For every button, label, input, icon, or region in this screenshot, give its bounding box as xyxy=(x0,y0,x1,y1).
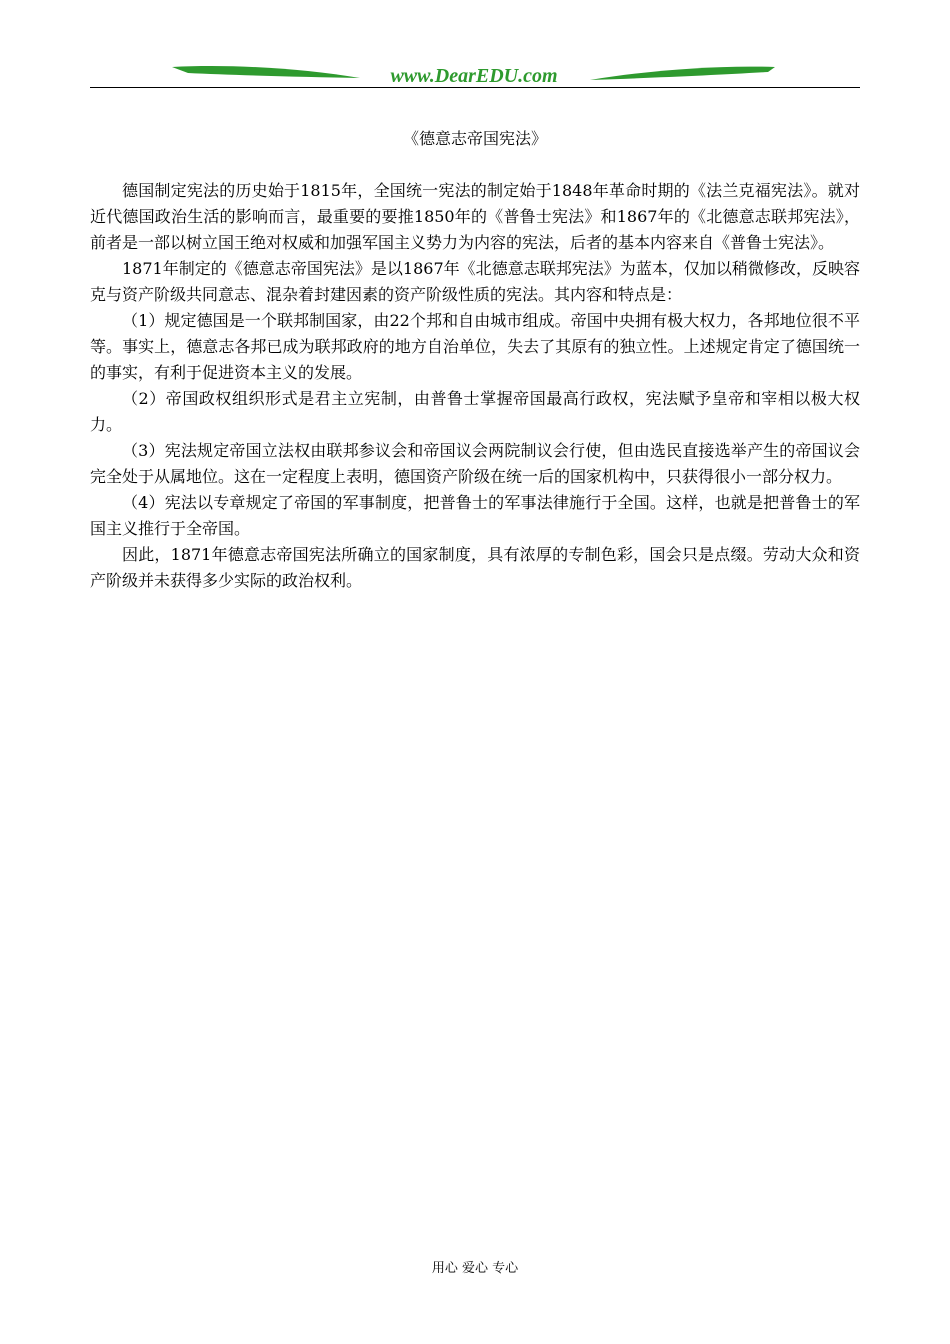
document-body xyxy=(90,178,860,594)
page-header xyxy=(90,58,860,90)
page-footer: 用心 爱心 专心 xyxy=(431,1261,519,1276)
paragraph-6: （4）宪法以专章规定了帝国的军事制度，把普鲁士的军事法律施行于全国。这样，也就是把普鲁士的军国主义推行于全帝国。 xyxy=(90,493,860,538)
left-swoosh xyxy=(172,66,360,78)
paragraph-5: （3）宪法规定帝国立法权由联邦参议会和帝国议会两院制议会行使，但由选民直接选举产生的帝国议会完全处于从属地位。这在一定程度上表明，德国资产阶级在统一后的国家机构中，只获得很小一部分权力。 xyxy=(90,441,860,486)
paragraph-4: （2）帝国政权组织形式是君主立宪制，由普鲁士掌握帝国最高行政权，宪法赋予皇帝和宰相以极大权力。 xyxy=(90,389,860,434)
header-rule xyxy=(90,87,860,88)
document-title: 《德意志帝国宪法》 xyxy=(402,129,547,148)
paragraph-1: 德国制定宪法的历史始于1815年，全国统一宪法的制定始于1848年革命时期的《法兰克福宪法》。就对近代德国政治生活的影响而言，最重要的要推1850年的《普鲁士宪法》和1867年的《北德意志联邦宪法》，前者是一部以树立国王绝对权威和加强军国主义势力为内容的宪法，后者的基本内容来自《普鲁士宪法》。 xyxy=(90,181,860,252)
logo-text: www.DearEDU.com xyxy=(390,65,558,87)
right-swoosh xyxy=(590,67,775,80)
dearedu-logo xyxy=(90,58,860,90)
paragraph-3: （1）规定德国是一个联邦制国家，由22个邦和自由城市组成。帝国中央拥有极大权力，各邦地位很不平等。事实上，德意志各邦已成为联邦政府的地方自治单位，失去了其原有的独立性。上述规定肯定了德国统一的事实，有利于促进资本主义的发展。 xyxy=(90,311,860,382)
paragraph-7: 因此，1871年德意志帝国宪法所确立的国家制度，具有浓厚的专制色彩，国会只是点缀。劳动大众和资产阶级并未获得多少实际的政治权利。 xyxy=(90,545,860,590)
paragraph-2: 1871年制定的《德意志帝国宪法》是以1867年《北德意志联邦宪法》为蓝本，仅加以稍微修改，反映容克与资产阶级共同意志、混杂着封建因素的资产阶级性质的宪法。其内容和特点是： xyxy=(90,259,860,304)
